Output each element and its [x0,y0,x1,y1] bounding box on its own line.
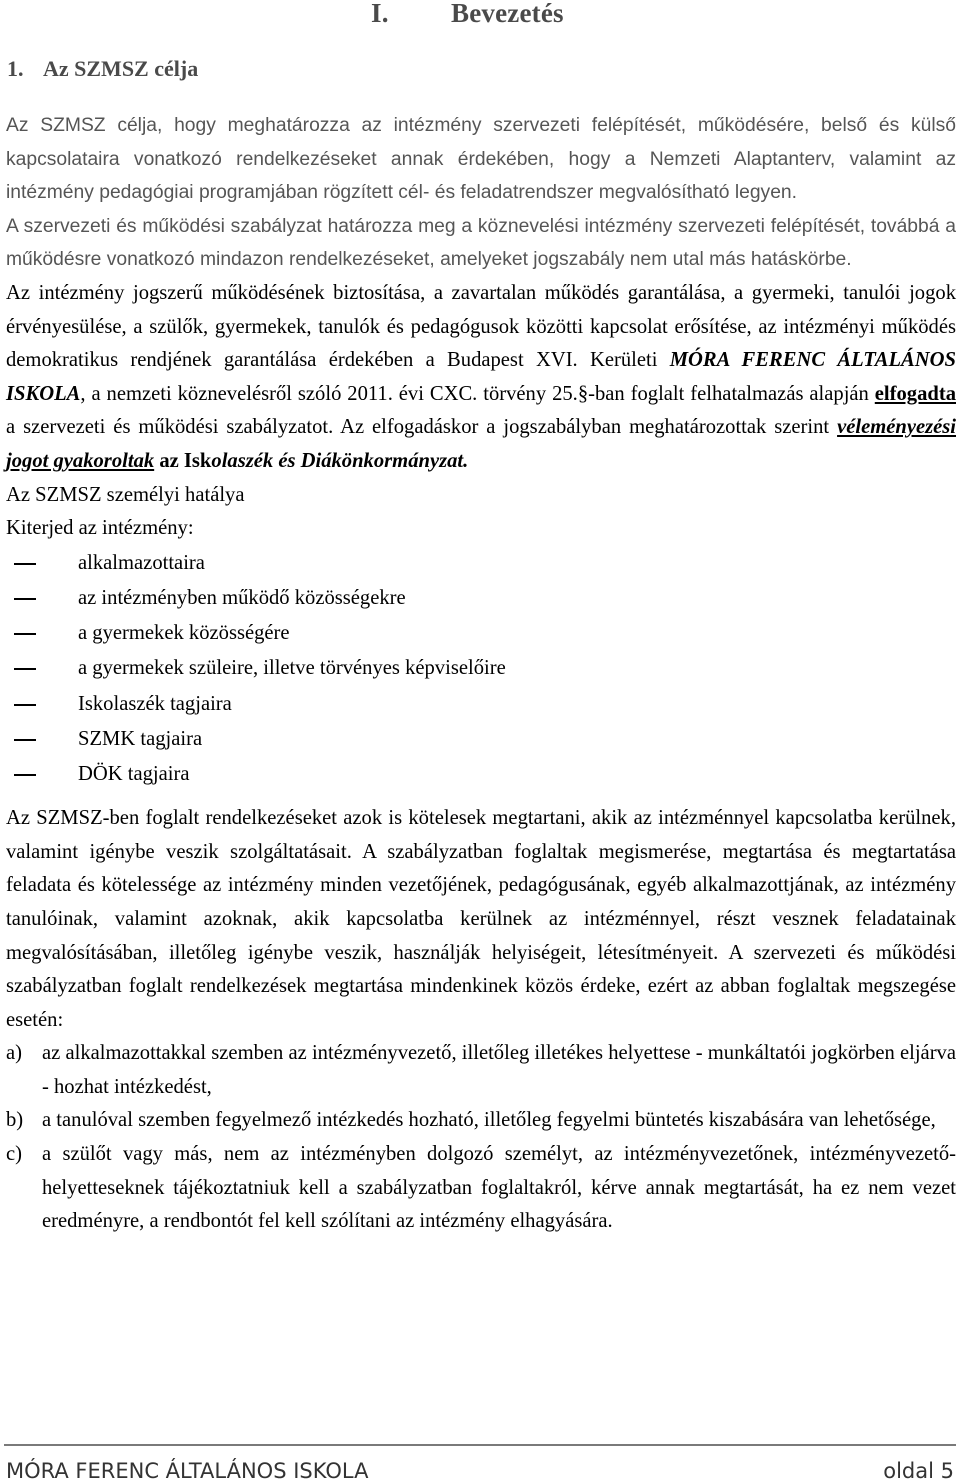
list-marker: a) [6,1042,22,1065]
dash-bullet-icon [14,739,36,741]
school-name: MÓRA FERENC ÁLTALÁNOS ISKOLA [6,349,956,405]
sanctions-list [6,1037,956,1239]
chapter-heading [371,0,564,29]
paragraph-legal-basis [6,277,956,479]
paragraph-purpose: Az SZMSZ célja, hogy meghatározza az intézmény szervezeti felépítését, működésére, belső és külső kapcsolataira vonatkozó rendelkezéseket annak érdekében, hogy a Nemzeti Alaptanterv, valamint az intézmény pedagógiai programjában rögzített cél- és feladatrendszer megvalósítható legyen. [6,115,956,204]
list-item: a) az alkalmazottakkal szemben az intézményvezető, illetőleg illetékes helyettese - munkáltatói jogkörben eljárva - hozhat intézkedést, [6,1037,956,1104]
footer-school-name: MÓRA FERENC ÁLTALÁNOS ISKOLA [6,1459,369,1483]
section-title: Az SZMSZ célja [43,56,199,81]
section-sign: § [577,382,589,405]
chapter-title: Bevezetés [451,0,564,28]
paragraph-obligations: Az SZMSZ-ben foglalt rendelkezéseket azok is kötelesek megtartani, akik az intézménnyel kapcsolatba kerülnek, valamint igénybe veszik szolgáltatásait. A szabályzatban foglaltak megismerése, megtartása és megtartatása feladata és kötelessége az intézmény minden vezetőjének, pedagógusának, egyéb alkalmazottjának, az intézmény tanulóinak, valamint azoknak, akik kapcsolatba kerülnek az intézménnyel, részt vesznek feladatainak megvalósításában, illetőleg igénybe veszik, használják helyiségeit, létesítményeit. A szervezeti és működési szabályzatban foglalt rendelkezések megtartása mindenkinek közös érdeke, ezért az abban foglaltak megszegése esetén: [6,807,956,1031]
dash-bullet-icon [14,633,36,635]
list-item: Iskolaszék tagjaira [6,687,956,722]
list-marker: b) [6,1109,24,1132]
list-item: c) a szülőt vagy más, nem az intézményben dolgozó személyt, az intézményvezetőnek, intézményvezető-helyetteseknek tájékoztatniuk kell a szabályzatban foglaltakról, kérve annak megtartását, ha ez nem vezet eredményre, a rendbontót fel kell szólítani az intézmény elhagyására. [6,1138,956,1239]
legal-basis-text: . [463,449,469,472]
list-item: a gyermekek közösségére [6,616,956,651]
list-item: a gyermekek szüleire, illetve törvényes képviselőire [6,651,956,686]
bodies-phrase: olaszék és Diákönkormányzat [211,449,464,472]
legal-basis-text: az Isk [154,449,212,472]
legal-basis-text: -ban foglalt felhatalmazás alapján [588,382,875,405]
scope-list [6,546,956,792]
section-number: 1. [7,56,24,81]
dash-bullet-icon [14,668,36,670]
list-item: alkalmazottaira [6,546,956,581]
paragraph-definition: A szervezeti és működési szabályzat határozza meg a köznevelési intézmény szervezeti felépítését, továbbá a működésre vonatkozó mindazon rendelkezéseket, amelyeket jogszabály nem utal más hatáskörbe. [6,215,956,271]
footer-page-number: oldal 5 [883,1459,954,1483]
dash-bullet-icon [14,598,36,600]
legal-basis-text: a szervezeti és működési szabályzatot. Az elfogadáskor a jogszabályban meghatározottak szerint [6,416,838,439]
legal-basis-text: , a nemzeti köznevelésről szóló 2011. évi CXC. törvény 25. [80,382,578,405]
list-item: SZMK tagjaira [6,722,956,757]
dash-bullet-icon [14,704,36,706]
list-item: b) a tanulóval szemben fegyelmező intézkedés hozható, illetőleg fegyelmi büntetés kiszabására van lehetősége, [6,1104,956,1138]
spacer [6,792,956,802]
legal-basis-text: Az intézmény jogszerű működésének biztosítása, a zavartalan működés garantálása, a gyermeki, tanulói jogok érvényesülése, a szülők, gyermekek, tanulók és pedagógusok közötti kapcsolat erősítése, az intézményi működés demokratikus rendjének garantálása érdekében a Budapest XVI. Kerületi [6,281,956,372]
chapter-number: I. [371,0,389,28]
adopted-word: elfogadta [874,382,956,405]
list-marker: c) [6,1143,22,1166]
list-item: DÖK tagjaira [6,757,956,792]
dash-bullet-icon [14,563,36,565]
page-footer [4,1444,956,1483]
list-item: az intézményben működő közösségekre [6,581,956,616]
section-heading [7,56,198,82]
scope-intro: Kiterjed az intézmény: [6,517,194,540]
scope-title: Az SZMSZ személyi hatálya [6,483,245,506]
opinion-right-phrase: véleményezési jogot gyakoroltak [6,416,956,472]
document-body [6,109,956,1239]
dash-bullet-icon [14,774,36,776]
